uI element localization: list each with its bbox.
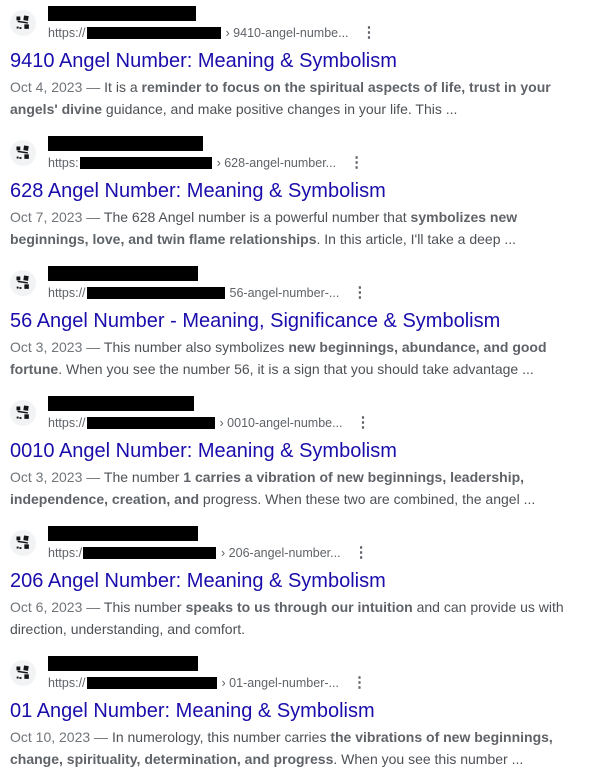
snippet-segment: . When you see the number 56, it is a sign that you should take advantage ... (58, 361, 534, 377)
url-line (48, 155, 601, 170)
more-options-icon[interactable]: ⋮ (361, 24, 377, 41)
breadcrumb: › 0010-angel-numbe... (219, 415, 343, 430)
result-snippet (10, 466, 590, 510)
more-options-icon[interactable]: ⋮ (349, 154, 365, 171)
site-name-redacted (48, 6, 196, 21)
search-result (0, 260, 611, 390)
result-meta (48, 660, 601, 690)
pixel-logo-icon (14, 404, 32, 422)
result-meta (48, 400, 601, 430)
result-header (10, 400, 601, 430)
snippet-segment: In numerology, this number carries (111, 729, 331, 745)
site-favicon[interactable] (10, 660, 36, 686)
url-text[interactable]: https:/ (48, 545, 83, 560)
result-meta (48, 140, 601, 170)
result-date: Oct 6, 2023 — (10, 599, 104, 615)
breadcrumb: › 206-angel-number... (221, 545, 341, 560)
search-result (0, 650, 611, 780)
result-header (10, 140, 601, 170)
result-date: Oct 3, 2023 — (10, 469, 104, 485)
result-header (10, 270, 601, 300)
result-title-link[interactable]: 206 Angel Number: Meaning & Symbolism (10, 570, 386, 592)
snippet-segment: This number also symbolizes (103, 339, 289, 355)
pixel-logo-icon (14, 274, 32, 292)
url-text[interactable]: https:// (48, 415, 86, 430)
site-favicon[interactable] (10, 270, 36, 296)
breadcrumb: 56-angel-number-... (229, 285, 340, 300)
result-date: Oct 3, 2023 — (10, 339, 104, 355)
site-favicon[interactable] (10, 400, 36, 426)
site-name-redacted (48, 396, 194, 411)
result-title-link[interactable]: 9410 Angel Number: Meaning & Symbolism (10, 50, 397, 72)
snippet-segment: The number (103, 469, 184, 485)
more-options-icon[interactable]: ⋮ (352, 284, 368, 301)
result-title-link[interactable]: 56 Angel Number - Meaning, Significance & Symbolism (10, 310, 501, 332)
url-redacted (87, 677, 217, 689)
site-name-redacted (48, 136, 203, 151)
snippet-bold-segment: new beginnings, abundance, and good fortune (10, 339, 547, 377)
result-header (10, 660, 601, 690)
result-meta (48, 530, 601, 560)
more-options-icon[interactable]: ⋮ (355, 414, 371, 431)
url-line (48, 545, 601, 560)
result-meta (48, 10, 601, 40)
snippet-segment: . In this article, I'll take a deep ... (316, 231, 517, 247)
site-name-redacted (48, 526, 198, 541)
url-text[interactable]: https:// (48, 285, 86, 300)
pixel-logo-icon (14, 14, 32, 32)
url-redacted (87, 417, 215, 429)
snippet-bold-segment: 1 carries a vibration of new beginnings, leadership, independence, creation, and (10, 469, 525, 507)
url-line (48, 25, 601, 40)
breadcrumb: › 9410-angel-numbe... (225, 25, 349, 40)
url-redacted (87, 27, 221, 39)
result-header (10, 10, 601, 40)
url-line (48, 285, 601, 300)
result-meta (48, 270, 601, 300)
result-snippet (10, 596, 590, 640)
snippet-bold-segment: speaks to us through our intuition (185, 599, 413, 615)
breadcrumb: › 628-angel-number... (216, 155, 337, 170)
result-date: Oct 4, 2023 — (10, 79, 105, 95)
snippet-segment: This number (103, 599, 186, 615)
search-result (0, 130, 611, 260)
snippet-segment: It is a (104, 79, 142, 95)
breadcrumb: › 01-angel-number-... (221, 675, 339, 690)
more-options-icon[interactable]: ⋮ (353, 544, 369, 561)
url-line (48, 415, 601, 430)
result-title-link[interactable]: 0010 Angel Number: Meaning & Symbolism (10, 440, 397, 462)
pixel-logo-icon (14, 664, 32, 682)
result-date: Oct 7, 2023 — (10, 209, 104, 225)
result-snippet (10, 206, 590, 250)
snippet-segment: progress. When these two are combined, the angel ... (199, 491, 536, 507)
snippet-segment: . When you see this number ... (333, 751, 524, 767)
snippet-segment: The 628 Angel number is a powerful number that (103, 209, 411, 225)
site-name-redacted (48, 266, 198, 281)
site-favicon[interactable] (10, 530, 36, 556)
search-result (0, 520, 611, 650)
url-text[interactable]: https:// (48, 675, 86, 690)
url-redacted (83, 547, 216, 559)
result-snippet (10, 336, 590, 380)
snippet-segment: guidance, and make positive changes in your life. This ... (102, 101, 458, 117)
url-redacted (80, 157, 212, 169)
url-text[interactable]: https: (48, 155, 79, 170)
result-snippet (10, 76, 590, 120)
site-favicon[interactable] (10, 10, 36, 36)
url-text[interactable]: https:// (48, 25, 86, 40)
pixel-logo-icon (14, 534, 32, 552)
search-result (0, 390, 611, 520)
site-favicon[interactable] (10, 140, 36, 166)
url-line (48, 675, 601, 690)
result-snippet (10, 726, 590, 770)
result-title-link[interactable]: 628 Angel Number: Meaning & Symbolism (10, 180, 386, 202)
pixel-logo-icon (14, 144, 32, 162)
result-title-link[interactable]: 01 Angel Number: Meaning & Symbolism (10, 700, 375, 722)
snippet-bold-segment: symbolizes new beginnings, love, and twin flame relationships (10, 209, 518, 247)
result-header (10, 530, 601, 560)
url-redacted (87, 287, 225, 299)
site-name-redacted (48, 656, 198, 671)
snippet-segment: and can provide us with direction, understanding, and comfort. (10, 599, 564, 637)
result-date: Oct 10, 2023 — (10, 729, 112, 745)
search-result (0, 0, 611, 130)
more-options-icon[interactable]: ⋮ (351, 674, 367, 691)
snippet-bold-segment: reminder to focus on the spiritual aspects of life, trust in your angels' divine (10, 79, 551, 117)
snippet-bold-segment: the vibrations of new beginnings, change, spirituality, determination, and progress (10, 729, 553, 767)
